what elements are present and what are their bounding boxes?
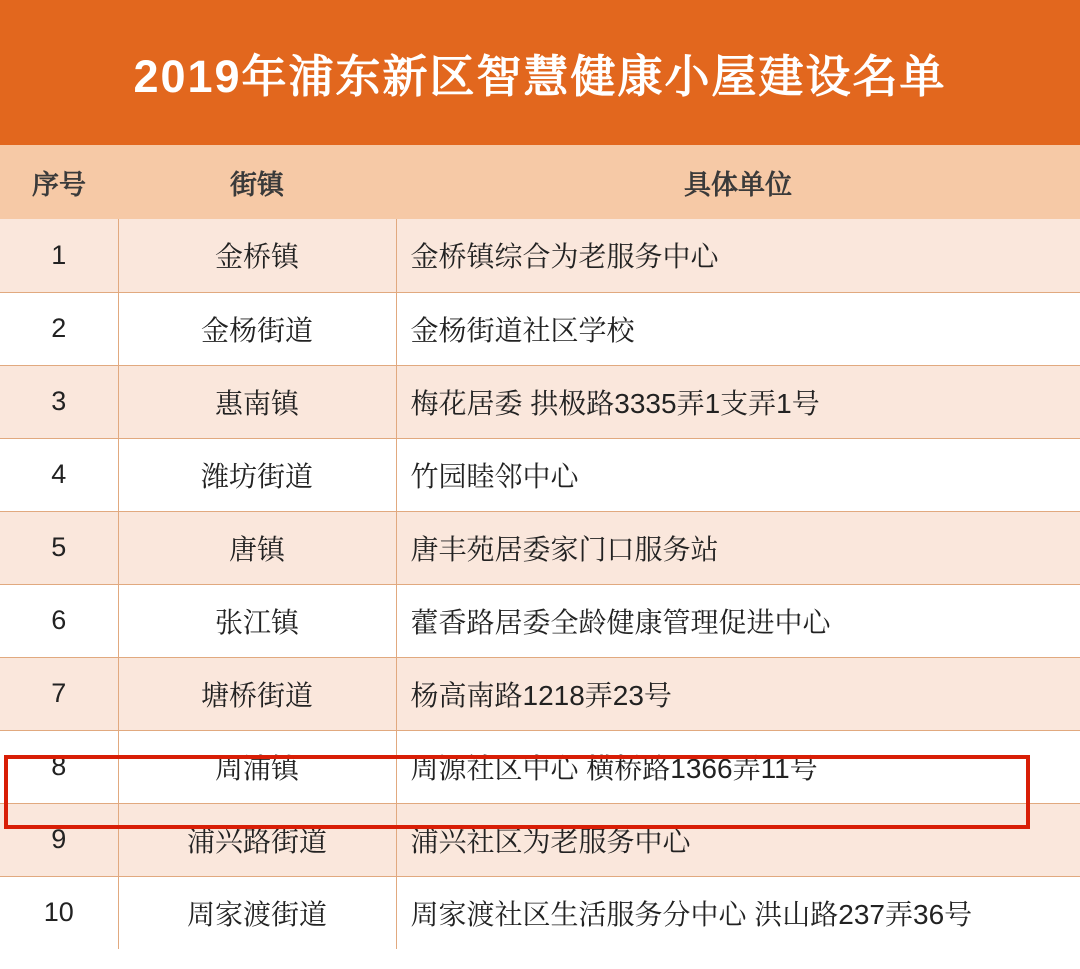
cell-index: 4 xyxy=(0,438,118,511)
cell-town: 金杨街道 xyxy=(118,292,396,365)
cell-unit: 梅花居委 拱极路3335弄1支弄1号 xyxy=(396,365,1080,438)
cell-unit: 周源社区中心 横桥路1366弄11号 xyxy=(396,730,1080,803)
cell-town: 金桥镇 xyxy=(118,219,396,292)
cell-index: 2 xyxy=(0,292,118,365)
cell-index: 7 xyxy=(0,657,118,730)
table-row-highlighted xyxy=(0,730,1080,803)
cell-town: 潍坊街道 xyxy=(118,438,396,511)
cell-unit: 金杨街道社区学校 xyxy=(396,292,1080,365)
health-hut-table xyxy=(0,145,1080,949)
table-row xyxy=(0,219,1080,292)
cell-town: 唐镇 xyxy=(118,511,396,584)
cell-unit: 杨高南路1218弄23号 xyxy=(396,657,1080,730)
cell-town: 浦兴路街道 xyxy=(118,803,396,876)
page-title: 2019年浦东新区智慧健康小屋建设名单 xyxy=(133,51,947,102)
cell-index: 3 xyxy=(0,365,118,438)
column-header-town: 街镇 xyxy=(118,145,396,219)
cell-town: 周家渡街道 xyxy=(118,876,396,949)
cell-index: 5 xyxy=(0,511,118,584)
table-row xyxy=(0,584,1080,657)
cell-unit: 金桥镇综合为老服务中心 xyxy=(396,219,1080,292)
table-row xyxy=(0,803,1080,876)
cell-unit: 浦兴社区为老服务中心 xyxy=(396,803,1080,876)
table-row xyxy=(0,365,1080,438)
cell-index: 8 xyxy=(0,730,118,803)
table-header-row xyxy=(0,145,1080,219)
table-row xyxy=(0,876,1080,949)
cell-index: 9 xyxy=(0,803,118,876)
table-body xyxy=(0,219,1080,949)
cell-town: 周浦镇 xyxy=(118,730,396,803)
cell-town: 塘桥街道 xyxy=(118,657,396,730)
table-header xyxy=(0,145,1080,219)
table-row xyxy=(0,511,1080,584)
cell-unit: 竹园睦邻中心 xyxy=(396,438,1080,511)
table-row xyxy=(0,438,1080,511)
column-header-unit: 具体单位 xyxy=(396,145,1080,219)
table-row xyxy=(0,657,1080,730)
cell-index: 6 xyxy=(0,584,118,657)
document-title-bar xyxy=(0,0,1080,145)
cell-unit: 周家渡社区生活服务分中心 洪山路237弄36号 xyxy=(396,876,1080,949)
cell-town: 张江镇 xyxy=(118,584,396,657)
cell-unit: 藿香路居委全龄健康管理促进中心 xyxy=(396,584,1080,657)
cell-town: 惠南镇 xyxy=(118,365,396,438)
cell-unit: 唐丰苑居委家门口服务站 xyxy=(396,511,1080,584)
cell-index: 10 xyxy=(0,876,118,949)
table-row xyxy=(0,292,1080,365)
cell-index: 1 xyxy=(0,219,118,292)
column-header-index: 序号 xyxy=(0,145,118,219)
